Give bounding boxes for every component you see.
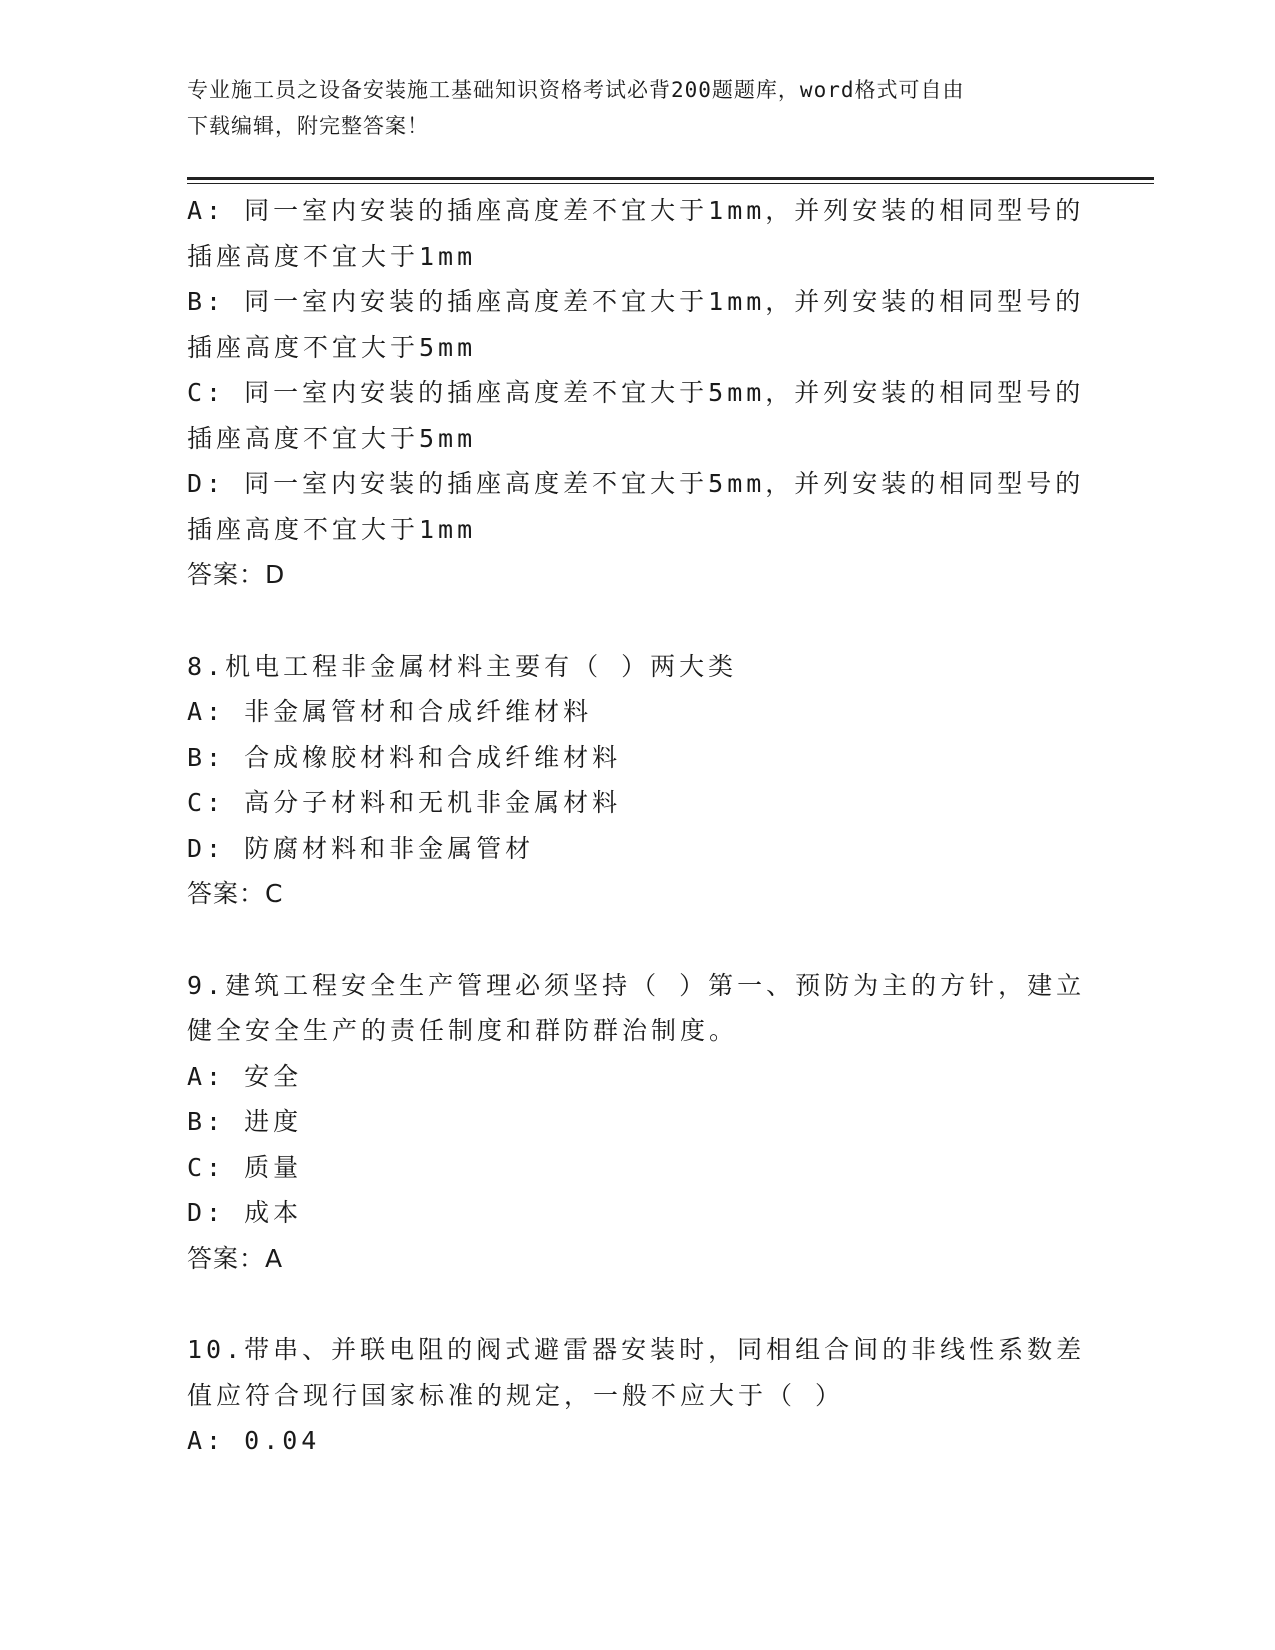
q9-option-b: B: 进度	[187, 1107, 303, 1136]
q9-option-c: C: 质量	[187, 1152, 303, 1182]
q7-option-b-line-1: B: 同一室内安装的插座高度差不宜大于1mm，并列安装的相同型号的	[187, 287, 1085, 316]
q9-option-d: D: 成本	[187, 1198, 303, 1227]
header-line-1: 专业施工员之设备安装施工基础知识资格考试必背200题题库，word格式可自由	[187, 78, 965, 102]
q7-option-d-line-2: 插座高度不宜大于1mm	[187, 514, 477, 544]
header-line-2: 下载编辑，附完整答案！	[187, 114, 429, 138]
header-divider-thin	[187, 183, 1154, 184]
q7-option-c-line-2: 插座高度不宜大于5mm	[187, 423, 477, 453]
question-7-block	[187, 188, 1087, 598]
q10-option-a: A: 0.04	[187, 1426, 321, 1455]
q8-question: 8.机电工程非金属材料主要有（ ）两大类	[187, 651, 738, 681]
q8-option-d: D: 防腐材料和非金属管材	[187, 833, 535, 863]
q10-question-line-1: 10.带串、并联电阻的阀式避雷器安装时，同相组合间的非线性系数差	[187, 1335, 1086, 1364]
q9-answer: 答案：A	[187, 1243, 284, 1273]
q10-question-line-2: 值应符合现行国家标准的规定，一般不应大于（ ）	[187, 1380, 845, 1410]
q7-option-c-line-1: C: 同一室内安装的插座高度差不宜大于5mm，并列安装的相同型号的	[187, 378, 1085, 407]
question-9-block	[187, 963, 1087, 1282]
question-content	[187, 188, 1087, 1464]
q7-option-a-line-1: A: 同一室内安装的插座高度差不宜大于1mm，并列安装的相同型号的	[187, 196, 1085, 225]
question-10-block	[187, 1327, 1087, 1464]
q7-option-d-line-1: D: 同一室内安装的插座高度差不宜大于5mm，并列安装的相同型号的	[187, 469, 1085, 498]
q7-option-b-line-2: 插座高度不宜大于5mm	[187, 332, 477, 362]
q8-option-b: B: 合成橡胶材料和合成纤维材料	[187, 742, 622, 772]
q7-option-a-line-2: 插座高度不宜大于1mm	[187, 241, 477, 271]
q8-option-c: C: 高分子材料和无机非金属材料	[187, 788, 622, 817]
document-header	[187, 72, 1067, 144]
q9-question-line-1: 9.建筑工程安全生产管理必须坚持（ ）第一、预防为主的方针，建立	[187, 970, 1086, 1000]
q7-answer: 答案：D	[187, 560, 286, 589]
q9-question-line-2: 健全安全生产的责任制度和群防群治制度。	[187, 1016, 739, 1045]
q8-answer: 答案：C	[187, 879, 284, 908]
q9-option-a: A: 安全	[187, 1061, 303, 1091]
q8-option-a: A: 非金属管材和合成纤维材料	[187, 697, 593, 726]
question-8-block	[187, 644, 1087, 917]
header-divider-thick	[187, 177, 1154, 180]
